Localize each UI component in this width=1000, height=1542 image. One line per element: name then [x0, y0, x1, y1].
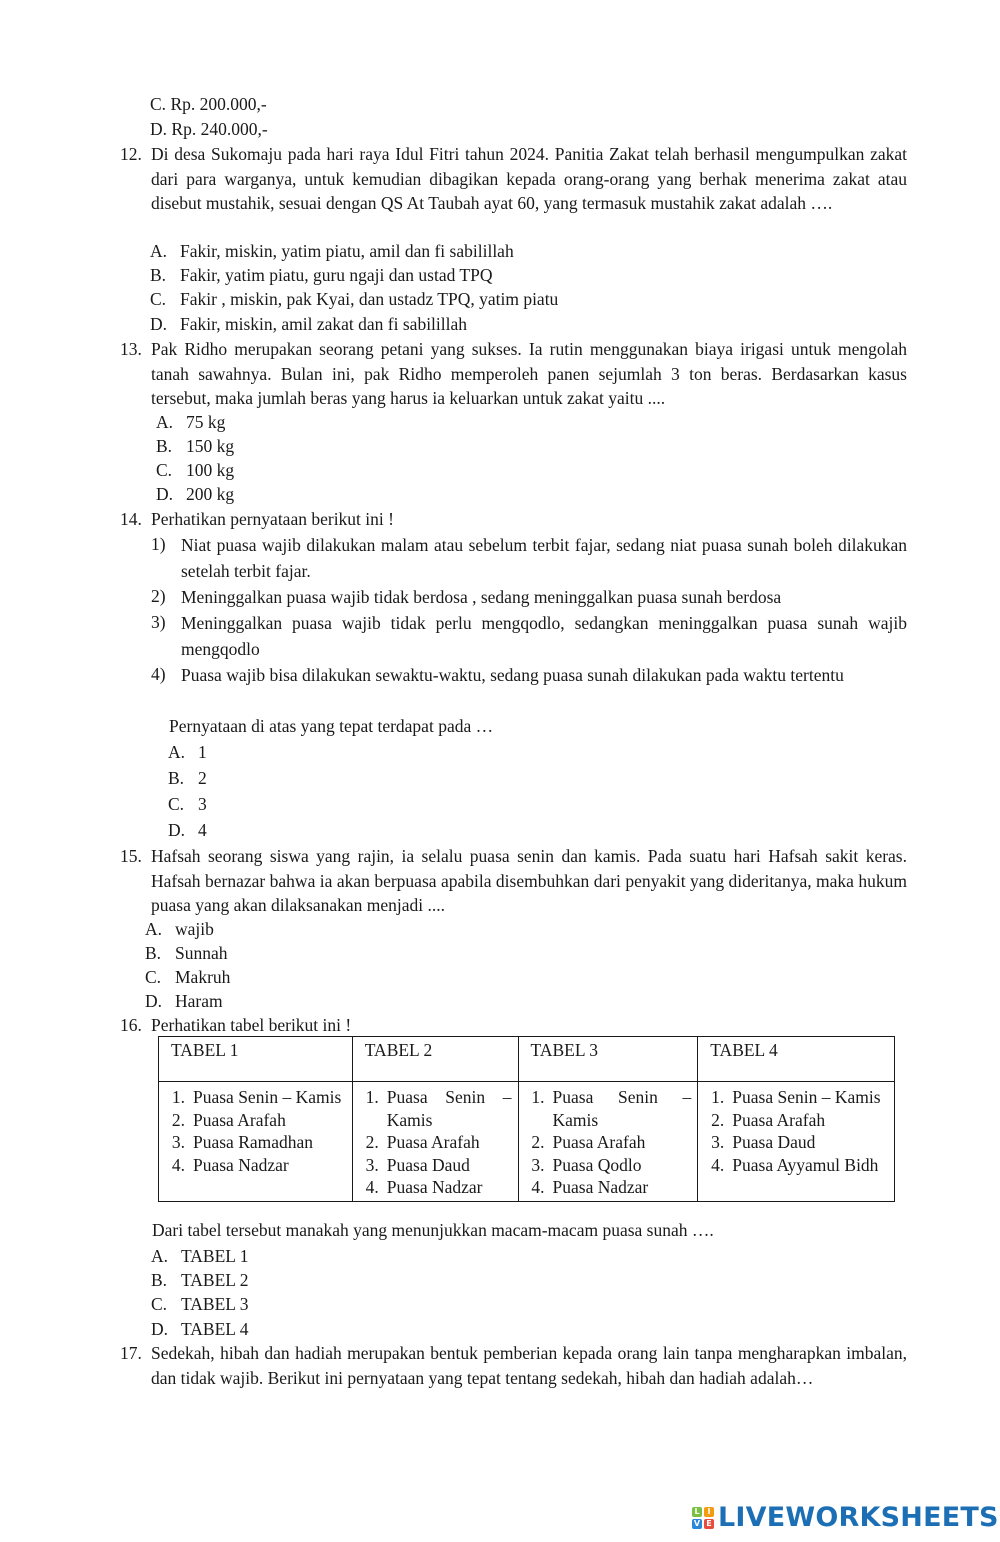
list-item: [165, 1131, 346, 1154]
q14-option-c[interactable]: [168, 792, 207, 817]
item-number: 2.: [171, 1109, 185, 1130]
option-text: Fakir, miskin, amil zakat dan fi sabilillah: [180, 314, 468, 334]
q14-statement-4: [151, 662, 907, 688]
option-letter: C.: [150, 289, 167, 309]
q15-stem: Hafsah seorang siswa yang rajin, ia selalu puasa senin dan kamis. Pada suatu hari Hafsah sakit keras. Hafsah bernazar bahwa ia akan berpuasa apabila disembuhkan dari penyakit yang dideritanya, maka hukum puasa yang akan dilaksanakan menjadi ....: [151, 846, 907, 915]
table-header: TABEL 1: [159, 1037, 353, 1082]
option-letter: C.: [145, 967, 162, 987]
q12-option-c[interactable]: [150, 287, 558, 312]
item-text: Puasa Nadzar: [552, 1177, 649, 1198]
option-letter: D.: [151, 1319, 169, 1339]
list-item: [525, 1131, 692, 1154]
q12-option-a[interactable]: [150, 239, 514, 264]
option-letter: D.: [145, 991, 163, 1011]
option-text: TABEL 3: [181, 1294, 249, 1314]
option-letter: B.: [151, 1270, 168, 1290]
list-item: [704, 1109, 888, 1132]
q15-option-a[interactable]: [145, 917, 214, 942]
table-header: TABEL 2: [352, 1037, 518, 1082]
option-text: 150 kg: [186, 436, 235, 456]
q15-option-d[interactable]: [145, 989, 223, 1014]
option-text: 100 kg: [186, 460, 235, 480]
option-text: Rp. 200.000,-: [170, 94, 267, 114]
logo-tiles-icon: [692, 1507, 714, 1529]
table-cell-tabel-1: [159, 1082, 353, 1202]
option-letter: C.: [151, 1294, 168, 1314]
item-number: 4.: [171, 1154, 185, 1175]
q14-option-a[interactable]: [168, 740, 207, 765]
option-letter: C.: [150, 94, 167, 114]
option-text: Fakir, miskin, yatim piatu, amil dan fi sabilillah: [180, 241, 514, 261]
item-text: Puasa Arafah: [732, 1109, 826, 1130]
list-item: [525, 1154, 692, 1177]
option-letter: A.: [151, 1246, 169, 1266]
item-text: Puasa Arafah: [386, 1132, 480, 1153]
option-letter: B.: [145, 943, 162, 963]
option-text: Makruh: [175, 967, 231, 987]
q14-statement-2: [151, 584, 907, 610]
option-text: Fakir , miskin, pak Kyai, dan ustadz TPQ, yatim piatu: [180, 289, 559, 309]
list-item: [359, 1176, 512, 1199]
item-text: Puasa Daud: [732, 1132, 816, 1153]
item-number: 1.: [171, 1087, 185, 1107]
prev-option-c[interactable]: [150, 92, 267, 117]
q15-number: 15.: [120, 846, 142, 866]
list-item: [165, 1086, 346, 1109]
item-text: Puasa Senin – Kamis: [552, 1087, 692, 1130]
table-header: TABEL 4: [698, 1037, 895, 1082]
item-text: Puasa Nadzar: [386, 1177, 483, 1198]
logo-tile: I: [704, 1507, 714, 1517]
q17-number: 17.: [120, 1343, 142, 1363]
option-text: Rp. 240.000,-: [171, 119, 268, 139]
item-number: 2.: [531, 1132, 545, 1153]
list-item: [359, 1131, 512, 1154]
q12-number: 12.: [120, 144, 142, 164]
item-number: 1.: [365, 1087, 379, 1107]
statement-text: Niat puasa wajib dilakukan malam atau sebelum terbit fajar, sedang niat puasa sunah boleh dilakukan setelah terbit fajar.: [181, 535, 907, 581]
item-text: Puasa Senin – Kamis: [732, 1087, 881, 1107]
option-letter: B.: [156, 436, 173, 456]
q14-statement-3: [151, 610, 907, 662]
logo-text: LIVEWORKSHEETS: [718, 1501, 999, 1533]
q13-option-c[interactable]: [156, 458, 234, 483]
option-letter: D.: [150, 119, 168, 139]
q16-option-a[interactable]: [151, 1244, 248, 1269]
statement-number: 1): [151, 534, 166, 554]
option-letter: A.: [156, 412, 174, 432]
q15-option-b[interactable]: [145, 941, 228, 966]
table-header: TABEL 3: [518, 1037, 698, 1082]
option-letter: A.: [145, 919, 163, 939]
option-text: 75 kg: [186, 412, 226, 432]
q13-option-a[interactable]: [156, 410, 225, 435]
list-item: [359, 1154, 512, 1177]
statement-text: Meninggalkan puasa wajib tidak perlu mengqodlo, sedangkan meninggalkan puasa sunah wajib mengqodlo: [181, 613, 907, 659]
option-letter: A.: [168, 742, 186, 762]
table-row: [159, 1082, 895, 1202]
item-number: 3.: [365, 1154, 379, 1175]
item-text: Puasa Nadzar: [193, 1154, 289, 1175]
liveworksheets-logo[interactable]: [692, 1500, 999, 1536]
q16-number: 16.: [120, 1015, 142, 1035]
q14-option-b[interactable]: [168, 766, 207, 791]
item-number: 1.: [531, 1087, 545, 1107]
option-text: Haram: [175, 991, 223, 1011]
q12-option-d[interactable]: [150, 312, 467, 337]
option-letter: A.: [150, 241, 168, 261]
item-number: 4.: [711, 1154, 725, 1175]
statement-text: Puasa wajib bisa dilakukan sewaktu-waktu, sedang puasa sunah dilakukan pada waktu tertentu: [181, 665, 844, 685]
option-letter: D.: [168, 820, 186, 840]
option-letter: C.: [168, 794, 185, 814]
q16-option-c[interactable]: [151, 1292, 248, 1317]
prev-option-d[interactable]: [150, 117, 268, 142]
item-number: 2.: [711, 1109, 725, 1130]
option-letter: C.: [156, 460, 173, 480]
q16-stem: Perhatikan tabel berikut ini !: [151, 1015, 352, 1035]
option-letter: D.: [156, 484, 174, 504]
item-number: 4.: [365, 1177, 379, 1198]
q17-stem: Sedekah, hibah dan hadiah merupakan bentuk pemberian kepada orang lain tanpa mengharapkan imbalan, dan tidak wajib. Berikut ini pernyataan yang tepat tentang sedekah, hibah dan hadiah adalah…: [151, 1343, 907, 1388]
q14-statement-1: [151, 532, 907, 584]
q14-option-d[interactable]: [168, 818, 207, 843]
q12-stem: Di desa Sukomaju pada hari raya Idul Fitri tahun 2024. Panitia Zakat telah berhasil mengumpulkan zakat dari para warganya, untuk kemudian dibagikan kepada orang-orang yang berhak menerima zakat atau disebut mustahik, sesuai dengan QS At Taubah ayat 60, yang termasuk mustahik zakat adalah ….: [151, 144, 907, 213]
list-item: [704, 1131, 888, 1154]
q16-prompt: Dari tabel tersebut manakah yang menunjukkan macam-macam puasa sunah ….: [152, 1220, 714, 1240]
table-header-row: [159, 1037, 895, 1082]
table-cell-tabel-3: [518, 1082, 698, 1202]
q12-option-b[interactable]: [150, 263, 492, 288]
item-number: 1.: [711, 1087, 725, 1107]
q15-option-c[interactable]: [145, 965, 230, 990]
option-letter: D.: [150, 314, 168, 334]
q16-option-b[interactable]: [151, 1268, 248, 1293]
q13-option-d[interactable]: [156, 482, 234, 507]
option-text: Fakir, yatim piatu, guru ngaji dan ustad TPQ: [180, 265, 493, 285]
logo-tile: E: [704, 1519, 714, 1529]
statement-number: 3): [151, 612, 166, 632]
item-text: Puasa Qodlo: [552, 1154, 642, 1175]
list-item: [525, 1086, 692, 1131]
option-text: 4: [198, 820, 207, 840]
logo-tile: V: [693, 1519, 701, 1528]
option-letter: B.: [168, 768, 185, 788]
list-item: [525, 1176, 692, 1199]
item-number: 3.: [711, 1132, 725, 1153]
item-text: Puasa Senin – Kamis: [193, 1087, 342, 1107]
table-cell-tabel-2: [352, 1082, 518, 1202]
item-number: 2.: [365, 1132, 379, 1153]
item-text: Puasa Ramadhan: [193, 1132, 314, 1153]
option-text: TABEL 1: [181, 1246, 249, 1266]
option-text: Sunnah: [175, 943, 228, 963]
item-number: 4.: [531, 1177, 545, 1198]
list-item: [165, 1109, 346, 1132]
statement-number: 4): [151, 664, 166, 684]
logo-tile: L: [692, 1507, 702, 1517]
q14-stem: Perhatikan pernyataan berikut ini !: [151, 509, 394, 529]
item-text: Puasa Arafah: [552, 1132, 646, 1153]
option-text: 200 kg: [186, 484, 235, 504]
list-item: [704, 1086, 888, 1109]
list-item: [165, 1154, 346, 1177]
option-text: TABEL 2: [181, 1270, 249, 1290]
q14-number: 14.: [120, 509, 142, 529]
q13-option-b[interactable]: [156, 434, 234, 459]
option-text: TABEL 4: [181, 1319, 249, 1339]
q16-option-d[interactable]: [151, 1317, 248, 1342]
option-text: 2: [198, 768, 207, 788]
statement-number: 2): [151, 586, 166, 606]
q13-number: 13.: [120, 339, 142, 359]
item-number: 3.: [531, 1154, 545, 1175]
option-text: wajib: [175, 919, 214, 939]
item-number: 3.: [171, 1132, 185, 1153]
item-text: Puasa Senin – Kamis: [386, 1087, 512, 1130]
puasa-table: [158, 1036, 895, 1202]
option-text: 1: [198, 742, 207, 762]
list-item: [704, 1154, 888, 1177]
table-cell-tabel-4: [698, 1082, 895, 1202]
option-text: 3: [198, 794, 207, 814]
list-item: [359, 1086, 512, 1131]
option-letter: B.: [150, 265, 167, 285]
item-text: Puasa Arafah: [193, 1109, 286, 1130]
statement-text: Meninggalkan puasa wajib tidak berdosa , sedang meninggalkan puasa sunah berdosa: [181, 587, 782, 607]
q14-prompt: Pernyataan di atas yang tepat terdapat pada …: [169, 716, 494, 736]
item-text: Puasa Ayyamul Bidh: [732, 1154, 879, 1175]
q13-stem: Pak Ridho merupakan seorang petani yang sukses. Ia rutin menggunakan biaya irigasi untuk mengolah tanah sawahnya. Bulan ini, pak Ridho memperoleh panen sejumlah 3 ton beras. Berdasarkan kasus tersebut, maka jumlah beras yang harus ia keluarkan untuk zakat yaitu ....: [151, 339, 907, 408]
item-text: Puasa Daud: [386, 1154, 470, 1175]
